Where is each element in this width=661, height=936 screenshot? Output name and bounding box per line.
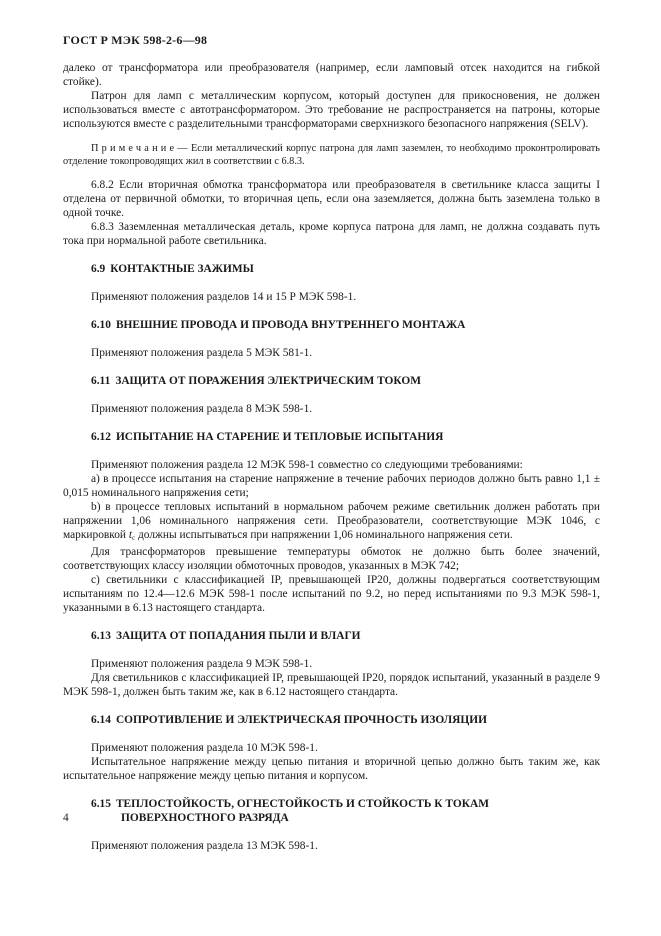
paragraph: Для трансформаторов превышение температуры обмоток не должно быть более значений, соответствующих классу изоляции обмоточных проводов, указанных в МЭК 742; — [63, 546, 600, 572]
paragraph: Патрон для ламп с металлическим корпусом, который доступен для прикосновения, не должен использоваться вместе с автотрансформатором. Это требование не распространяется на патроны, которые используются вместе с разделительными трансформаторами сверхнизкого безопасного напряжения (SELV). — [63, 90, 600, 130]
paragraph: далеко от трансформатора или преобразователя (например, если ламповый отсек находится на гибкой стойке). — [63, 62, 600, 88]
paragraph-6-8-2: 6.8.2 Если вторичная обмотка трансформатора или преобразователя в светильнике класса защиты I отделена от первичной обмотки, то вторичная цепь, если она заземляется, должна быть заземлена только в одной точке. — [63, 179, 600, 219]
paragraph-6-8-3: 6.8.3 Заземленная металлическая деталь, кроме корпуса патрона для ламп, не должна создавать путь тока при нормальной работе светильника. — [63, 221, 600, 247]
section-heading-6-12: 6.12 ИСПЫТАНИЕ НА СТАРЕНИЕ И ТЕПЛОВЫЕ ИСПЫТАНИЯ — [91, 431, 444, 443]
section-heading-6-11: 6.11 ЗАЩИТА ОТ ПОРАЖЕНИЯ ЭЛЕКТРИЧЕСКИМ ТОКОМ — [91, 375, 421, 387]
paragraph: Применяют положения раздела 10 МЭК 598-1. — [91, 742, 318, 754]
paragraph: Испытательное напряжение между цепью питания и вторичной цепью должно быть таким же, как испытательное напряжение между цепью питания и корпусом. — [63, 756, 600, 782]
list-item-a: а) в процессе испытания на старение напряжение в течение рабочих периодов должно быть равно 1,1 ± 0,015 номинального напряжения сети; — [63, 473, 600, 499]
section-heading-6-10: 6.10 ВНЕШНИЕ ПРОВОДА И ПРОВОДА ВНУТРЕННЕГО МОНТАЖА — [91, 319, 466, 331]
document-body — [63, 61, 600, 853]
paragraph: Применяют положения раздела 5 МЭК 581-1. — [91, 347, 313, 359]
note-text: — Если металлический корпус патрона для ламп заземлен, то необходимо проконтролировать отделение токопроводящих жил в соответствии с 6.8.3. — [63, 143, 600, 167]
list-item-c: с) светильники с классификацией IP, превышающей IP20, должны подвергаться соответствующим испытаниям по 12.4—12.6 МЭК 598-1 после испытаний по 9.2, но перед испытаниями по 9.3 МЭК 598-1, указанными в 6.13 настоящего стандарта. — [63, 574, 600, 614]
paragraph: Применяют положения раздела 9 МЭК 598-1. — [91, 658, 313, 670]
note — [63, 142, 600, 168]
paragraph: Применяют положения раздела 13 МЭК 598-1. — [91, 840, 318, 852]
paragraph: Для светильников с классификацией IP, превышающей IP20, порядок испытаний, указанный в разделе 9 МЭК 598-1, должен быть таким же, как в 6.12 настоящего стандарта. — [63, 672, 600, 698]
paragraph: Применяют положения разделов 14 и 15 Р МЭК 598-1. — [91, 291, 357, 303]
section-heading-6-9: 6.9 КОНТАКТНЫЕ ЗАЖИМЫ — [91, 263, 254, 275]
section-heading-6-14: 6.14 СОПРОТИВЛЕНИЕ И ЭЛЕКТРИЧЕСКАЯ ПРОЧНОСТЬ ИЗОЛЯЦИИ — [91, 714, 487, 726]
section-heading-6-13: 6.13 ЗАЩИТА ОТ ПОПАДАНИЯ ПЫЛИ И ВЛАГИ — [91, 630, 361, 642]
paragraph: Применяют положения раздела 12 МЭК 598-1 совместно со следующими требованиями: — [91, 459, 523, 471]
paragraph: Применяют положения раздела 8 МЭК 598-1. — [91, 403, 313, 415]
section-heading-6-15: 6.15 ТЕПЛОСТОЙКОСТЬ, ОГНЕСТОЙКОСТЬ И СТОЙКОСТЬ К ТОКАМ ПОВЕРХНОСТНОГО РАЗРЯДА — [91, 798, 489, 824]
document-header: ГОСТ Р МЭК 598-2-6—98 — [63, 33, 208, 47]
note-label: Примечание — [91, 143, 178, 154]
list-item-b: b) в процессе тепловых испытаний в нормальном рабочем режиме светильник должен работать при напряжении 1,06 номинального напряжения сети. Преобразователи, соответствующие МЭК 1046, с маркировкой $t_c$ должны испытываться при напряжении 1,06 номинального напряжения сети. — [63, 501, 600, 542]
page-number: 4 — [63, 812, 69, 824]
